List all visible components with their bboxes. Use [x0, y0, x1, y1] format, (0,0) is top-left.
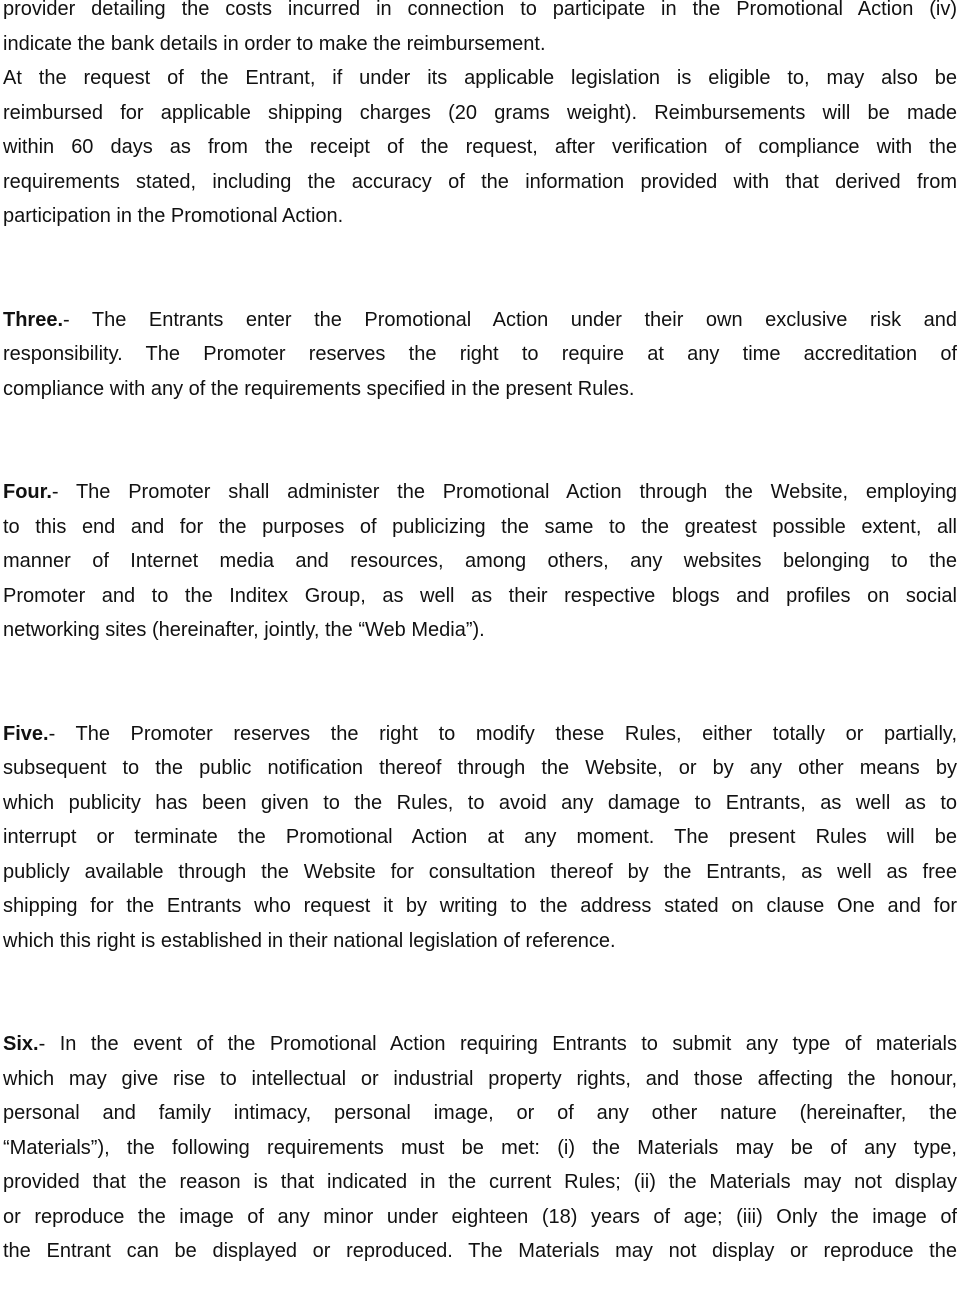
clause-text: - The Promoter reserves the right to modify these Rules, either totally or partially, [48, 722, 957, 745]
clause-six [3, 1027, 957, 1269]
text-line: to this end and for the purposes of publicizing the same to the greatest possible extent, all [3, 515, 957, 538]
text-line: networking sites (hereinafter, jointly, the “Web Media”). [3, 619, 485, 641]
text-line: or reproduce the image of any minor under eighteen (18) years of age; (iii) Only the image of [3, 1205, 957, 1228]
text-line: requirements stated, including the accuracy of the information provided with that derived from [3, 170, 957, 193]
text-line: subsequent to the public notification thereof through the Website, or by any other means by [3, 757, 957, 779]
text-line: publicly available through the Website for consultation thereof by the Entrants, as well as free [3, 860, 957, 883]
clause-text: - The Entrants enter the Promotional Action under their own exclusive risk and [63, 308, 957, 331]
text-line: interrupt or terminate the Promotional Action at any moment. The present Rules will be [3, 826, 957, 848]
clause-four [3, 475, 957, 648]
text-line: participation in the Promotional Action. [3, 205, 344, 227]
clause-five [3, 717, 957, 959]
text-line: provider detailing the costs incurred in connection to participate in the Promotional Action (iv) [3, 0, 957, 20]
text-line: which publicity has been given to the Rules, to avoid any damage to Entrants, as well as to [3, 791, 957, 814]
paragraph-intro [3, 0, 957, 61]
text-line: responsibility. The Promoter reserves the right to require at any time accreditation of [3, 343, 957, 365]
text-line: compliance with any of the requirements specified in the present Rules. [3, 377, 635, 400]
paragraph-gap [3, 958, 957, 1027]
text-line: the Entrant can be displayed or reproduced. The Materials may not display or reproduce the [3, 1240, 957, 1262]
paragraph-reimbursement [3, 61, 957, 234]
text-line: which may give rise to intellectual or industrial property rights, and those affecting the honour, [3, 1067, 957, 1090]
clause-text: - The Promoter shall administer the Promotional Action through the Website, employing [51, 481, 957, 503]
text-line: indicate the bank details in order to make the reimbursement. [3, 32, 546, 55]
text-line: provided that the reason is that indicated in the current Rules; (ii) the Materials may not display [3, 1171, 957, 1193]
clause-heading: Five. [3, 722, 49, 745]
text-line: within 60 days as from the receipt of the request, after verification of compliance with the [3, 136, 957, 158]
text-line [3, 717, 957, 752]
text-line: manner of Internet media and resources, among others, any websites belonging to the [3, 550, 957, 572]
clause-text: - In the event of the Promotional Action requiring Entrants to submit any type of materials [38, 1033, 957, 1055]
text-line [3, 303, 957, 338]
text-line: shipping for the Entrants who request it by writing to the address stated on clause One and for [3, 895, 957, 917]
text-line: “Materials”), the following requirements must be met: (i) the Materials may be of any type, [3, 1136, 957, 1159]
text-line [3, 475, 957, 510]
clause-heading: Three. [3, 308, 64, 331]
paragraph-gap [3, 648, 957, 717]
clause-heading: Six. [3, 1033, 39, 1055]
text-line: Promoter and to the Inditex Group, as well as their respective blogs and profiles on social [3, 584, 957, 607]
text-line: personal and family intimacy, personal image, or of any other nature (hereinafter, the [3, 1102, 957, 1124]
text-line [3, 1027, 957, 1062]
clause-heading: Four. [3, 481, 52, 503]
text-line: At the request of the Entrant, if under its applicable legislation is eligible to, may also be [3, 67, 957, 89]
paragraph-gap [3, 234, 957, 303]
clause-three [3, 303, 957, 407]
text-line: reimbursed for applicable shipping charges (20 grams weight). Reimbursements will be made [3, 101, 957, 124]
paragraph-gap [3, 406, 957, 475]
text-line: which this right is established in their national legislation of reference. [3, 929, 616, 952]
